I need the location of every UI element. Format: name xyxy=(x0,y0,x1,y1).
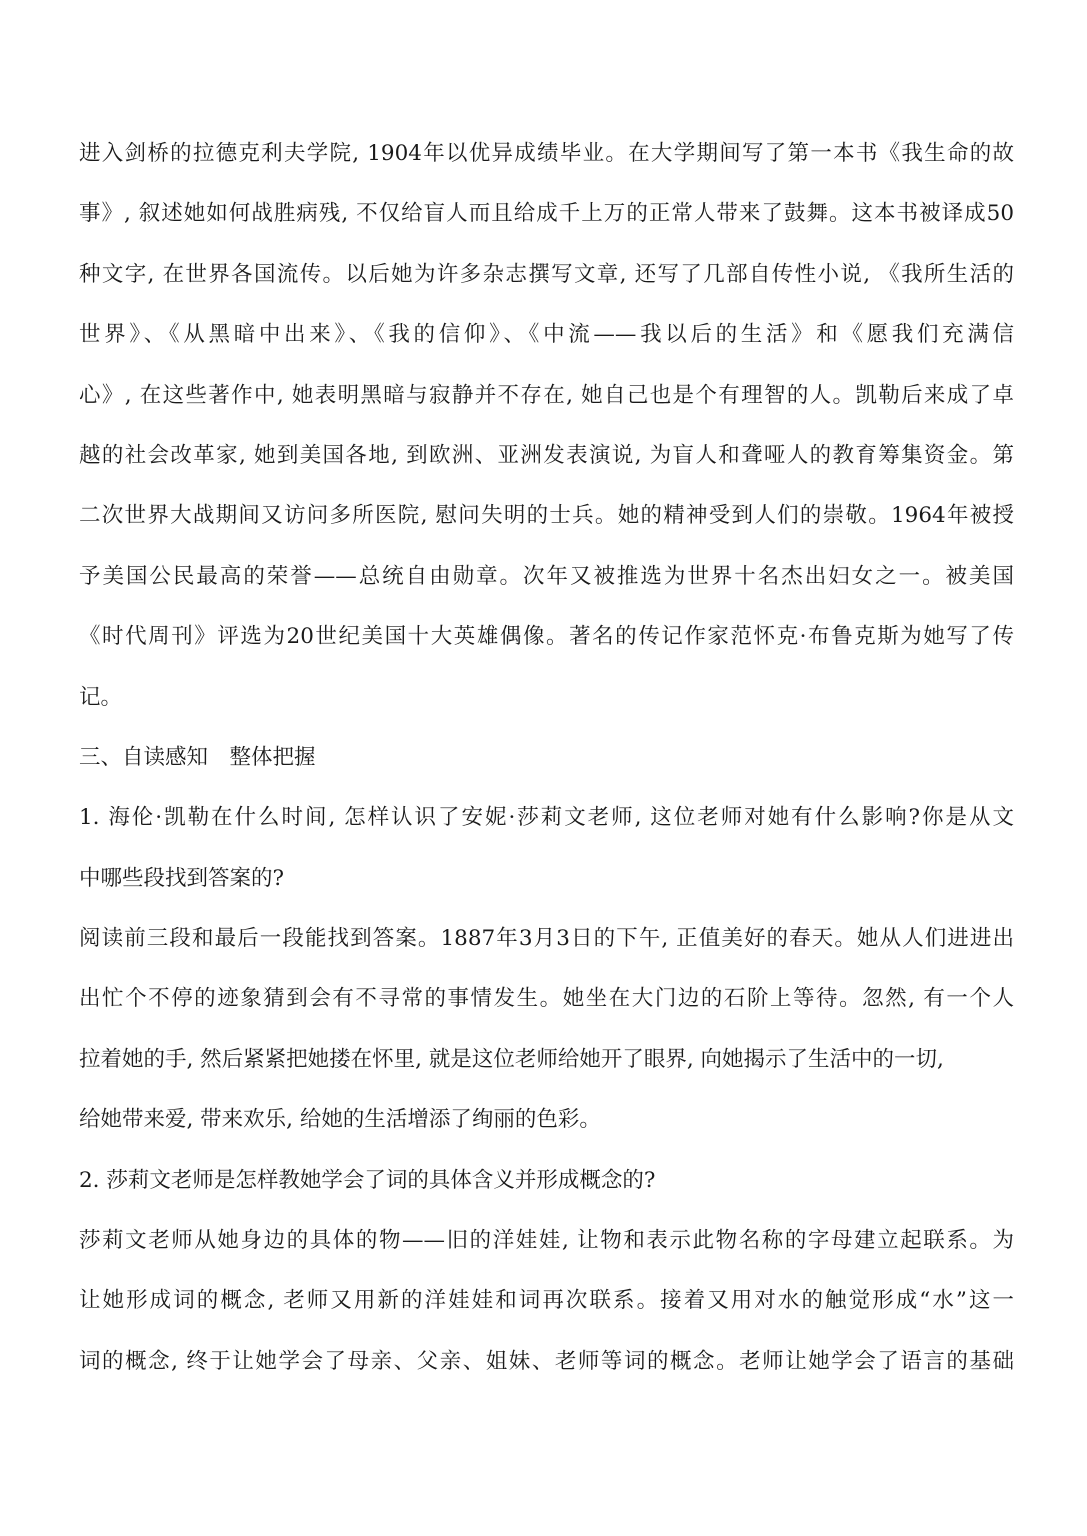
text-line: 种文字, 在世界各国流传。以后她为许多杂志撰写文章, 还写了几部自传性小说, 《我所生活的 xyxy=(79,261,1014,287)
question-1 xyxy=(79,788,1014,909)
text-line: 世界》、《从黑暗中出来》、《我的信仰》、《中流——我以后的生活》和《愿我们充满信 xyxy=(79,322,1014,348)
answer-2 xyxy=(79,1211,1014,1392)
text-line: 记。 xyxy=(79,684,123,710)
paragraph-bio xyxy=(79,124,1014,728)
section-heading xyxy=(79,728,1014,788)
text-line: 拉着她的手, 然后紧紧把她搂在怀里, 就是这位老师给她开了眼界, 向她揭示了生活中的一切, xyxy=(79,1046,944,1072)
answer-1 xyxy=(79,909,1014,1151)
heading-line: 三、自读感知 整体把握 xyxy=(79,744,316,770)
text-line: 进入剑桥的拉德克利夫学院, 1904年以优异成绩毕业。在大学期间写了第一本书《我生命的故 xyxy=(79,141,1014,166)
text-line: 事》, 叙述她如何战胜病残, 不仅给盲人而且给成千上万的正常人带来了鼓舞。这本书被译成50 xyxy=(79,201,1014,227)
text-line: 《时代周刊》评选为20世纪美国十大英雄偶像。著名的传记作家范怀克·布鲁克斯为她写了传 xyxy=(79,624,1014,650)
document-page xyxy=(79,124,1014,1392)
text-line: 二次世界大战期间又访问多所医院, 慰问失明的士兵。她的精神受到人们的崇敬。1964年被授 xyxy=(79,503,1014,529)
text-line: 予美国公民最高的荣誉——总统自由勋章。次年又被推选为世界十名杰出妇女之一。被美国 xyxy=(79,563,1014,589)
text-line: 2. 莎莉文老师是怎样教她学会了词的具体含义并形成概念的? xyxy=(79,1167,656,1193)
text-line: 出忙个不停的迹象猜到会有不寻常的事情发生。她坐在大门边的石阶上等待。忽然, 有一个人 xyxy=(79,986,1014,1012)
text-line: 给她带来爱, 带来欢乐, 给她的生活增添了绚丽的色彩。 xyxy=(79,1107,601,1133)
text-line: 1. 海伦·凯勒在什么时间, 怎样认识了安妮·莎莉文老师, 这位老师对她有什么影响?你是从文 xyxy=(79,805,1014,831)
text-line: 词的概念, 终于让她学会了母亲、父亲、姐妹、老师等词的概念。老师让她学会了语言的基础 xyxy=(79,1348,1014,1374)
text-line: 阅读前三段和最后一段能找到答案。1887年3月3日的下午, 正值美好的春天。她从人们进进出 xyxy=(79,926,1014,952)
text-line: 莎莉文老师从她身边的具体的物——旧的洋娃娃, 让物和表示此物名称的字母建立起联系。为 xyxy=(79,1228,1014,1254)
text-line: 心》, 在这些著作中, 她表明黑暗与寂静并不存在, 她自己也是个有理智的人。凯勒后来成了卓 xyxy=(79,382,1014,408)
question-2 xyxy=(79,1151,1014,1211)
text-line: 越的社会改革家, 她到美国各地, 到欧洲、亚洲发表演说, 为盲人和聋哑人的教育筹集资金。第 xyxy=(79,442,1014,468)
text-line: 让她形成词的概念, 老师又用新的洋娃娃和词再次联系。接着又用对水的触觉形成“水”这一 xyxy=(79,1288,1014,1314)
text-line: 中哪些段找到答案的? xyxy=(79,865,285,891)
